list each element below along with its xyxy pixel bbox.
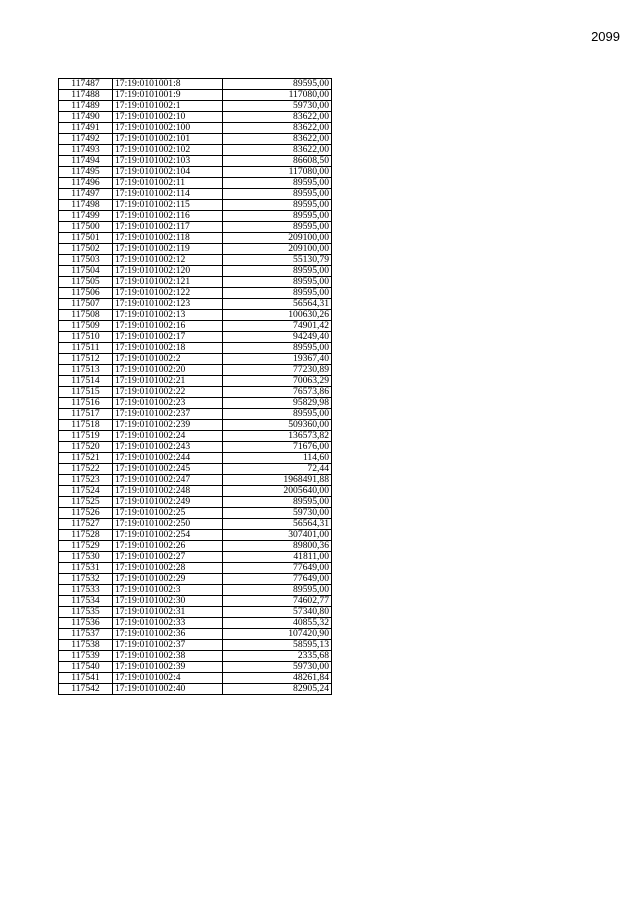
row-number-cell: 117500: [59, 222, 113, 233]
row-number-cell: 117519: [59, 431, 113, 442]
row-number-cell: 117512: [59, 354, 113, 365]
value-cell: 2005640,00: [223, 486, 332, 497]
cadastral-number-cell: 17:19:0101002:100: [113, 123, 223, 134]
table-row: [59, 486, 332, 497]
table-row: [59, 222, 332, 233]
row-number-cell: 117510: [59, 332, 113, 343]
row-number-cell: 117506: [59, 288, 113, 299]
value-cell: 89595,00: [223, 585, 332, 596]
table-row: [59, 596, 332, 607]
value-cell: 82905,24: [223, 684, 332, 695]
table-row: [59, 79, 332, 90]
row-number-cell: 117530: [59, 552, 113, 563]
cadastral-number-cell: 17:19:0101002:38: [113, 651, 223, 662]
row-number-cell: 117537: [59, 629, 113, 640]
row-number-cell: 117489: [59, 101, 113, 112]
table-row: [59, 211, 332, 222]
table-row: [59, 321, 332, 332]
table-row: [59, 552, 332, 563]
row-number-cell: 117496: [59, 178, 113, 189]
page-number: 2099: [591, 29, 620, 44]
table-row: [59, 255, 332, 266]
table-row: [59, 167, 332, 178]
cadastral-number-cell: 17:19:0101002:245: [113, 464, 223, 475]
row-number-cell: 117531: [59, 563, 113, 574]
table-row: [59, 541, 332, 552]
row-number-cell: 117488: [59, 90, 113, 101]
value-cell: 55130,79: [223, 255, 332, 266]
row-number-cell: 117499: [59, 211, 113, 222]
row-number-cell: 117539: [59, 651, 113, 662]
value-cell: 89595,00: [223, 277, 332, 288]
row-number-cell: 117518: [59, 420, 113, 431]
row-number-cell: 117538: [59, 640, 113, 651]
value-cell: 57340,80: [223, 607, 332, 618]
value-cell: 71676,00: [223, 442, 332, 453]
cadastral-number-cell: 17:19:0101002:16: [113, 321, 223, 332]
row-number-cell: 117498: [59, 200, 113, 211]
cadastral-number-cell: 17:19:0101002:104: [113, 167, 223, 178]
cadastral-number-cell: 17:19:0101002:115: [113, 200, 223, 211]
cadastral-number-cell: 17:19:0101002:3: [113, 585, 223, 596]
table-row: [59, 189, 332, 200]
table-row: [59, 123, 332, 134]
table-row: [59, 629, 332, 640]
table-row: [59, 310, 332, 321]
table-row: [59, 409, 332, 420]
value-cell: 89595,00: [223, 222, 332, 233]
cadastral-number-cell: 17:19:0101002:20: [113, 365, 223, 376]
value-cell: 100630,26: [223, 310, 332, 321]
cadastral-number-cell: 17:19:0101002:123: [113, 299, 223, 310]
value-cell: 56564,31: [223, 299, 332, 310]
table-row: [59, 134, 332, 145]
row-number-cell: 117508: [59, 310, 113, 321]
table-row: [59, 376, 332, 387]
cadastral-number-cell: 17:19:0101002:18: [113, 343, 223, 354]
value-cell: 89595,00: [223, 409, 332, 420]
value-cell: 19367,40: [223, 354, 332, 365]
cadastral-number-cell: 17:19:0101002:17: [113, 332, 223, 343]
row-number-cell: 117532: [59, 574, 113, 585]
row-number-cell: 117526: [59, 508, 113, 519]
cadastral-number-cell: 17:19:0101002:21: [113, 376, 223, 387]
value-cell: 76573,86: [223, 387, 332, 398]
table-row: [59, 398, 332, 409]
row-number-cell: 117528: [59, 530, 113, 541]
value-cell: 86608,50: [223, 156, 332, 167]
cadastral-number-cell: 17:19:0101002:30: [113, 596, 223, 607]
row-number-cell: 117536: [59, 618, 113, 629]
cadastral-number-cell: 17:19:0101002:31: [113, 607, 223, 618]
row-number-cell: 117525: [59, 497, 113, 508]
cadastral-number-cell: 17:19:0101002:244: [113, 453, 223, 464]
cadastral-number-cell: 17:19:0101002:101: [113, 134, 223, 145]
cadastral-number-cell: 17:19:0101002:114: [113, 189, 223, 200]
row-number-cell: 117522: [59, 464, 113, 475]
table-row: [59, 563, 332, 574]
row-number-cell: 117533: [59, 585, 113, 596]
value-cell: 77230,89: [223, 365, 332, 376]
value-cell: 94249,40: [223, 332, 332, 343]
value-cell: 48261,84: [223, 673, 332, 684]
table-row: [59, 145, 332, 156]
table-row: [59, 365, 332, 376]
table-row: [59, 387, 332, 398]
table-row: [59, 607, 332, 618]
row-number-cell: 117505: [59, 277, 113, 288]
cadastral-number-cell: 17:19:0101002:36: [113, 629, 223, 640]
cadastral-number-cell: 17:19:0101002:40: [113, 684, 223, 695]
cadastral-number-cell: 17:19:0101002:37: [113, 640, 223, 651]
row-number-cell: 117524: [59, 486, 113, 497]
value-cell: 89595,00: [223, 497, 332, 508]
value-cell: 114,60: [223, 453, 332, 464]
table-row: [59, 101, 332, 112]
cadastral-number-cell: 17:19:0101002:28: [113, 563, 223, 574]
table-row: [59, 112, 332, 123]
table-row: [59, 266, 332, 277]
row-number-cell: 117523: [59, 475, 113, 486]
cadastral-number-cell: 17:19:0101002:33: [113, 618, 223, 629]
cadastral-number-cell: 17:19:0101002:23: [113, 398, 223, 409]
table-row: [59, 420, 332, 431]
row-number-cell: 117497: [59, 189, 113, 200]
cadastral-number-cell: 17:19:0101002:13: [113, 310, 223, 321]
row-number-cell: 117540: [59, 662, 113, 673]
value-cell: 1968491,88: [223, 475, 332, 486]
row-number-cell: 117516: [59, 398, 113, 409]
cadastral-number-cell: 17:19:0101002:4: [113, 673, 223, 684]
value-cell: 89595,00: [223, 79, 332, 90]
cadastral-number-cell: 17:19:0101002:248: [113, 486, 223, 497]
cadastral-number-cell: 17:19:0101002:121: [113, 277, 223, 288]
row-number-cell: 117504: [59, 266, 113, 277]
value-cell: 89595,00: [223, 178, 332, 189]
table-row: [59, 431, 332, 442]
table-row: [59, 90, 332, 101]
table-row: [59, 530, 332, 541]
row-number-cell: 117511: [59, 343, 113, 354]
cadastral-number-cell: 17:19:0101002:11: [113, 178, 223, 189]
value-cell: 136573,82: [223, 431, 332, 442]
table-row: [59, 244, 332, 255]
value-cell: 58595,13: [223, 640, 332, 651]
table-row: [59, 354, 332, 365]
cadastral-number-cell: 17:19:0101002:122: [113, 288, 223, 299]
table-row: [59, 288, 332, 299]
row-number-cell: 117493: [59, 145, 113, 156]
cadastral-number-cell: 17:19:0101002:250: [113, 519, 223, 530]
value-cell: 89595,00: [223, 189, 332, 200]
cadastral-number-cell: 17:19:0101002:116: [113, 211, 223, 222]
value-cell: 83622,00: [223, 145, 332, 156]
value-cell: 107420,90: [223, 629, 332, 640]
cadastral-number-cell: 17:19:0101002:118: [113, 233, 223, 244]
cadastral-number-cell: 17:19:0101002:117: [113, 222, 223, 233]
table-row: [59, 684, 332, 695]
value-cell: 209100,00: [223, 233, 332, 244]
value-cell: 59730,00: [223, 101, 332, 112]
table-body: [59, 79, 332, 695]
table-row: [59, 508, 332, 519]
table-row: [59, 343, 332, 354]
cadastral-value-table: [58, 78, 332, 695]
value-cell: 74602,77: [223, 596, 332, 607]
value-cell: 117080,00: [223, 167, 332, 178]
cadastral-number-cell: 17:19:0101002:102: [113, 145, 223, 156]
cadastral-number-cell: 17:19:0101002:239: [113, 420, 223, 431]
cadastral-number-cell: 17:19:0101002:10: [113, 112, 223, 123]
cadastral-number-cell: 17:19:0101002:249: [113, 497, 223, 508]
row-number-cell: 117502: [59, 244, 113, 255]
cadastral-number-cell: 17:19:0101002:24: [113, 431, 223, 442]
value-cell: 70063,29: [223, 376, 332, 387]
cadastral-number-cell: 17:19:0101002:12: [113, 255, 223, 266]
row-number-cell: 117521: [59, 453, 113, 464]
table-row: [59, 585, 332, 596]
value-cell: 72,44: [223, 464, 332, 475]
value-cell: 509360,00: [223, 420, 332, 431]
cadastral-number-cell: 17:19:0101002:254: [113, 530, 223, 541]
table-row: [59, 233, 332, 244]
cadastral-number-cell: 17:19:0101002:237: [113, 409, 223, 420]
cadastral-number-cell: 17:19:0101002:39: [113, 662, 223, 673]
value-cell: 56564,31: [223, 519, 332, 530]
value-cell: 83622,00: [223, 134, 332, 145]
value-cell: 89595,00: [223, 200, 332, 211]
cadastral-number-cell: 17:19:0101002:119: [113, 244, 223, 255]
row-number-cell: 117494: [59, 156, 113, 167]
value-cell: 95829,98: [223, 398, 332, 409]
value-cell: 83622,00: [223, 123, 332, 134]
row-number-cell: 117529: [59, 541, 113, 552]
row-number-cell: 117495: [59, 167, 113, 178]
table-row: [59, 156, 332, 167]
value-cell: 59730,00: [223, 508, 332, 519]
cadastral-number-cell: 17:19:0101002:25: [113, 508, 223, 519]
table-row: [59, 200, 332, 211]
table-row: [59, 662, 332, 673]
row-number-cell: 117507: [59, 299, 113, 310]
row-number-cell: 117509: [59, 321, 113, 332]
cadastral-number-cell: 17:19:0101002:243: [113, 442, 223, 453]
value-cell: 209100,00: [223, 244, 332, 255]
value-cell: 89595,00: [223, 288, 332, 299]
cadastral-number-cell: 17:19:0101002:26: [113, 541, 223, 552]
value-cell: 307401,00: [223, 530, 332, 541]
cadastral-number-cell: 17:19:0101001:8: [113, 79, 223, 90]
value-cell: 59730,00: [223, 662, 332, 673]
row-number-cell: 117491: [59, 123, 113, 134]
row-number-cell: 117520: [59, 442, 113, 453]
row-number-cell: 117534: [59, 596, 113, 607]
table-row: [59, 464, 332, 475]
cadastral-number-cell: 17:19:0101002:2: [113, 354, 223, 365]
cadastral-number-cell: 17:19:0101002:120: [113, 266, 223, 277]
table-row: [59, 497, 332, 508]
row-number-cell: 117515: [59, 387, 113, 398]
cadastral-number-cell: 17:19:0101001:9: [113, 90, 223, 101]
table-row: [59, 618, 332, 629]
value-cell: 77649,00: [223, 563, 332, 574]
table-row: [59, 178, 332, 189]
value-cell: 77649,00: [223, 574, 332, 585]
value-cell: 117080,00: [223, 90, 332, 101]
table-row: [59, 673, 332, 684]
row-number-cell: 117501: [59, 233, 113, 244]
cadastral-number-cell: 17:19:0101002:247: [113, 475, 223, 486]
table-row: [59, 475, 332, 486]
table-row: [59, 651, 332, 662]
value-cell: 89595,00: [223, 211, 332, 222]
value-cell: 83622,00: [223, 112, 332, 123]
value-cell: 41811,00: [223, 552, 332, 563]
value-cell: 89595,00: [223, 343, 332, 354]
value-cell: 89800,36: [223, 541, 332, 552]
row-number-cell: 117492: [59, 134, 113, 145]
table-row: [59, 332, 332, 343]
row-number-cell: 117535: [59, 607, 113, 618]
cadastral-number-cell: 17:19:0101002:1: [113, 101, 223, 112]
row-number-cell: 117503: [59, 255, 113, 266]
row-number-cell: 117517: [59, 409, 113, 420]
row-number-cell: 117542: [59, 684, 113, 695]
value-cell: 40855,32: [223, 618, 332, 629]
cadastral-number-cell: 17:19:0101002:29: [113, 574, 223, 585]
value-cell: 74901,42: [223, 321, 332, 332]
value-cell: 89595,00: [223, 266, 332, 277]
table-row: [59, 299, 332, 310]
row-number-cell: 117527: [59, 519, 113, 530]
row-number-cell: 117487: [59, 79, 113, 90]
table-row: [59, 453, 332, 464]
table-row: [59, 640, 332, 651]
table-row: [59, 574, 332, 585]
cadastral-number-cell: 17:19:0101002:22: [113, 387, 223, 398]
table-row: [59, 519, 332, 530]
row-number-cell: 117514: [59, 376, 113, 387]
cadastral-number-cell: 17:19:0101002:27: [113, 552, 223, 563]
value-cell: 2335,68: [223, 651, 332, 662]
row-number-cell: 117513: [59, 365, 113, 376]
row-number-cell: 117490: [59, 112, 113, 123]
table-row: [59, 277, 332, 288]
table-row: [59, 442, 332, 453]
cadastral-number-cell: 17:19:0101002:103: [113, 156, 223, 167]
row-number-cell: 117541: [59, 673, 113, 684]
